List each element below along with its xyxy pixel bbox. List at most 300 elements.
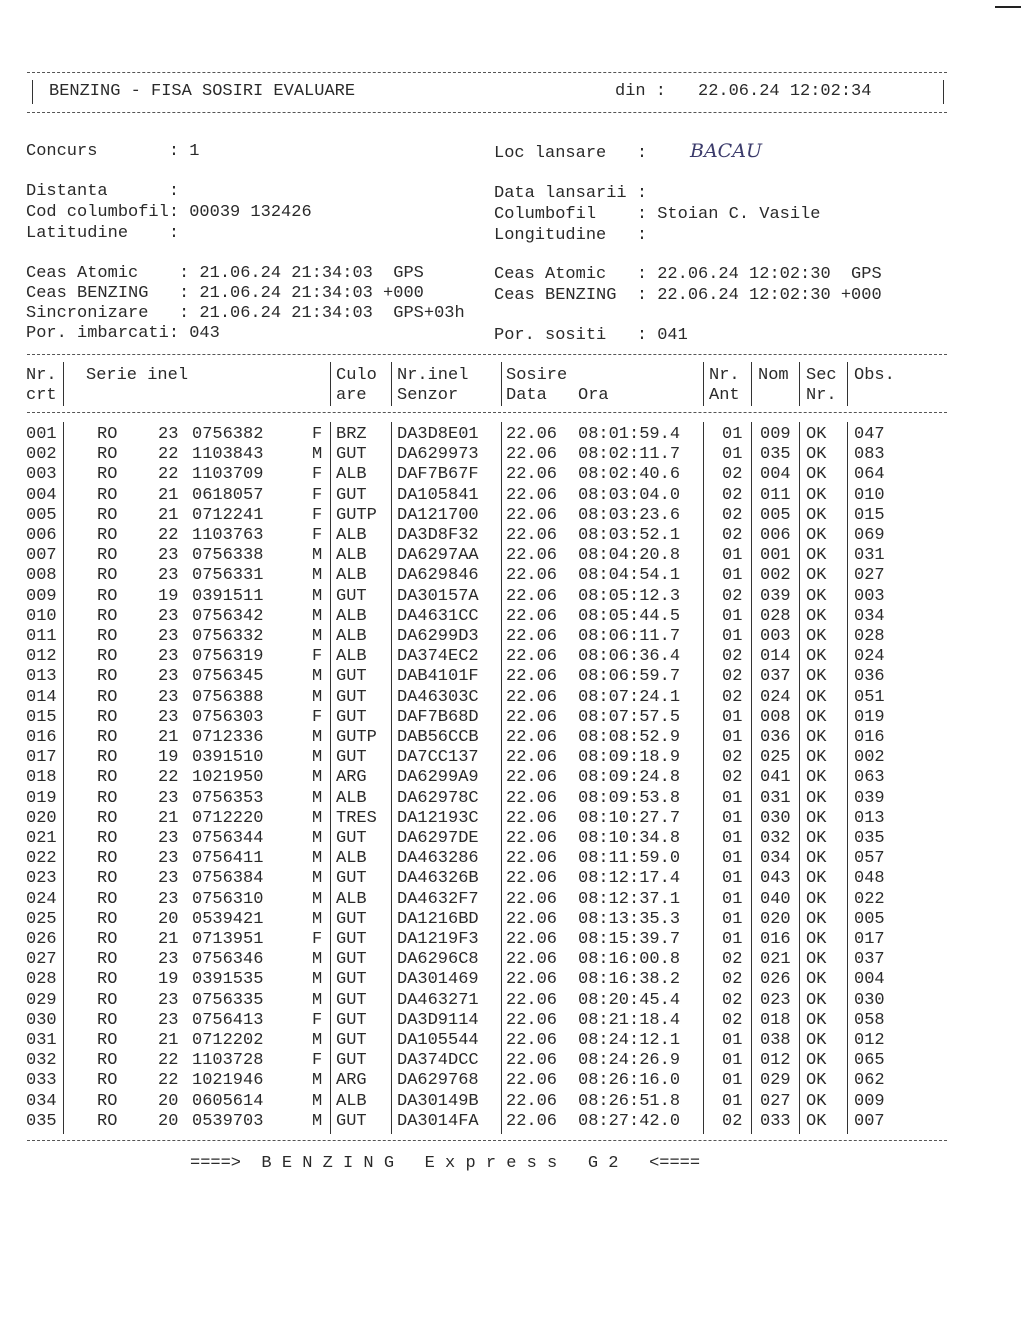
cell-color: GUT	[336, 970, 367, 990]
cell-nr-ant: 01	[722, 1031, 743, 1050]
cell-nr-crt: 024	[26, 889, 57, 909]
cell-country: RO	[97, 1091, 118, 1111]
cell-sec: OK	[806, 768, 827, 788]
cell-ring-number: 0618057	[192, 485, 264, 505]
cell-nom: 031	[760, 788, 791, 808]
cell-sensor: DA4632F7	[397, 889, 479, 909]
cell-date: 22.06	[506, 1010, 558, 1030]
cell-nr-crt: 009	[26, 586, 57, 606]
cell-sex: M	[312, 546, 323, 566]
cell-obs: 007	[854, 1111, 885, 1131]
cell-sensor: DA463286	[397, 849, 479, 869]
report-date-label: din :	[615, 82, 667, 101]
cell-sex: M	[312, 1111, 323, 1131]
cell-year: 19	[158, 748, 179, 768]
cell-date: 22.06	[506, 829, 558, 848]
cell-sensor: DA374EC2	[397, 647, 479, 667]
cell-country: RO	[97, 950, 118, 970]
cell-country: RO	[97, 586, 118, 606]
cell-color: GUT	[336, 869, 367, 889]
table-bottom-border	[27, 1140, 947, 1141]
header-left-border	[32, 80, 33, 104]
cell-country: RO	[97, 1010, 118, 1030]
cell-country: RO	[97, 707, 118, 727]
cell-date: 22.06	[506, 647, 558, 667]
cell-nom: 006	[760, 526, 791, 545]
cell-country: RO	[97, 526, 118, 545]
cell-year: 23	[158, 950, 179, 970]
cell-year: 22	[158, 768, 179, 788]
cell-color: ALB	[336, 546, 367, 566]
cell-nr-crt: 002	[26, 445, 57, 465]
cell-ring-number: 0391535	[192, 970, 264, 990]
table-top-border	[27, 354, 947, 355]
cell-time: 08:05:44.5	[578, 606, 681, 626]
table-row	[0, 566, 1024, 586]
cell-color: TRES	[336, 808, 377, 828]
cell-obs: 027	[854, 566, 885, 586]
cell-country: RO	[97, 728, 118, 747]
cell-nr-ant: 01	[722, 445, 743, 465]
cell-country: RO	[97, 748, 118, 768]
cell-nom: 021	[760, 950, 791, 970]
cell-time: 08:11:59.0	[578, 849, 681, 869]
table-row	[0, 910, 1024, 930]
table-row	[0, 627, 1024, 647]
cell-country: RO	[97, 829, 118, 848]
cell-country: RO	[97, 627, 118, 646]
table-row	[0, 425, 1024, 445]
cell-year: 23	[158, 707, 179, 727]
cell-obs: 016	[854, 728, 885, 747]
cell-obs: 069	[854, 526, 885, 545]
table-row	[0, 991, 1024, 1011]
cell-sex: M	[312, 808, 323, 828]
cell-nom: 034	[760, 849, 791, 869]
cell-color: GUT	[336, 829, 367, 848]
cell-obs: 003	[854, 586, 885, 606]
cell-sensor: DA3D8F32	[397, 526, 479, 545]
table-row	[0, 465, 1024, 485]
cell-obs: 036	[854, 667, 885, 687]
cell-date: 22.06	[506, 465, 558, 485]
cell-nr-crt: 017	[26, 748, 57, 768]
cell-ring-number: 0756413	[192, 1010, 264, 1030]
cell-date: 22.06	[506, 930, 558, 949]
cell-sec: OK	[806, 647, 827, 667]
cell-ring-number: 0756335	[192, 990, 264, 1010]
cell-ring-number: 0539421	[192, 909, 264, 929]
cell-obs: 013	[854, 808, 885, 828]
cell-time: 08:24:12.1	[578, 1031, 681, 1050]
cell-nom: 014	[760, 647, 791, 667]
cell-sensor: DA6299A9	[397, 768, 479, 788]
cell-sex: F	[312, 526, 323, 545]
cell-date: 22.06	[506, 1091, 558, 1111]
cell-nr-ant: 01	[722, 829, 743, 848]
cell-year: 23	[158, 627, 179, 646]
cell-ring-number: 0756384	[192, 869, 264, 889]
cell-ring-number: 0756342	[192, 606, 264, 626]
cell-year: 23	[158, 1010, 179, 1030]
cell-sensor: DA105544	[397, 1031, 479, 1050]
cell-nr-ant: 02	[722, 768, 743, 788]
cell-nr-crt: 021	[26, 829, 57, 848]
cell-sec: OK	[806, 707, 827, 727]
loc-lansare-handwritten: BACAU	[690, 140, 762, 162]
cell-nom: 002	[760, 566, 791, 586]
cell-time: 08:27:42.0	[578, 1111, 681, 1131]
cell-color: ALB	[336, 465, 367, 485]
cell-time: 08:03:23.6	[578, 505, 681, 525]
cell-time: 08:04:54.1	[578, 566, 681, 586]
cell-year: 23	[158, 889, 179, 909]
cell-year: 22	[158, 445, 179, 465]
cell-ring-number: 1103843	[192, 445, 264, 465]
cell-date: 22.06	[506, 909, 558, 929]
cell-nom: 039	[760, 586, 791, 606]
cell-sex: F	[312, 647, 323, 667]
cell-color: ALB	[336, 1091, 367, 1111]
cell-color: ALB	[336, 788, 367, 808]
cell-sensor: DA30149B	[397, 1091, 479, 1111]
cell-nom: 038	[760, 1031, 791, 1050]
report-date-value: 22.06.24 12:02:34	[698, 82, 872, 101]
ceas-atomic-end: Ceas Atomic : 22.06.24 12:02:30 GPS	[494, 265, 882, 284]
cell-sec: OK	[806, 627, 827, 646]
col-obs: Obs.	[854, 366, 895, 385]
cell-sex: M	[312, 970, 323, 990]
cell-nom: 041	[760, 768, 791, 788]
col-culoare-2: are	[336, 386, 367, 405]
cell-nom: 011	[760, 485, 791, 505]
cell-sensor: DA463271	[397, 990, 479, 1010]
cell-nom: 027	[760, 1091, 791, 1111]
cell-date: 22.06	[506, 808, 558, 828]
cell-sex: M	[312, 990, 323, 1010]
cell-year: 23	[158, 849, 179, 869]
cell-obs: 004	[854, 970, 885, 990]
cell-obs: 062	[854, 1071, 885, 1091]
cell-date: 22.06	[506, 788, 558, 808]
cell-color: ALB	[336, 566, 367, 586]
col-nr-inel-1: Nr.inel	[397, 366, 469, 385]
cell-nr-crt: 031	[26, 1031, 57, 1050]
cell-nr-ant: 02	[722, 485, 743, 505]
cell-obs: 017	[854, 930, 885, 949]
cell-sec: OK	[806, 748, 827, 768]
cell-nr-ant: 02	[722, 970, 743, 990]
cell-ring-number: 0756353	[192, 788, 264, 808]
cell-country: RO	[97, 465, 118, 485]
cell-year: 21	[158, 808, 179, 828]
cell-nr-crt: 010	[26, 606, 57, 626]
cell-sex: M	[312, 687, 323, 707]
cell-nom: 028	[760, 606, 791, 626]
cell-nom: 001	[760, 546, 791, 566]
cell-nr-ant: 01	[722, 909, 743, 929]
cell-nr-ant: 01	[722, 788, 743, 808]
footer-banner: ====> B E N Z I N G E x p r e s s G 2 <====	[190, 1154, 701, 1173]
cell-nr-ant: 02	[722, 667, 743, 687]
cell-obs: 037	[854, 950, 885, 970]
cell-nr-ant: 02	[722, 586, 743, 606]
table-row	[0, 1092, 1024, 1112]
cell-obs: 030	[854, 990, 885, 1010]
cell-nr-crt: 023	[26, 869, 57, 889]
cell-nr-ant: 02	[722, 748, 743, 768]
cell-sec: OK	[806, 849, 827, 869]
cell-color: GUT	[336, 990, 367, 1010]
cell-nom: 030	[760, 808, 791, 828]
cell-nom: 016	[760, 930, 791, 949]
cell-time: 08:07:57.5	[578, 707, 681, 727]
cell-nr-crt: 007	[26, 546, 57, 566]
cell-sensor: DA629973	[397, 445, 479, 465]
cell-country: RO	[97, 909, 118, 929]
cell-obs: 058	[854, 1010, 885, 1030]
cell-sensor: DA7CC137	[397, 748, 479, 768]
table-row	[0, 587, 1024, 607]
cell-country: RO	[97, 566, 118, 586]
cell-sex: F	[312, 425, 323, 444]
cell-nom: 037	[760, 667, 791, 687]
cod-columbofil-line: Cod columbofil: 00039 132426	[26, 203, 312, 222]
col-culoare-1: Culo	[336, 366, 377, 385]
cell-nr-ant: 01	[722, 1091, 743, 1111]
cell-time: 08:07:24.1	[578, 687, 681, 707]
table-row	[0, 1051, 1024, 1071]
cell-time: 08:04:20.8	[578, 546, 681, 566]
cell-date: 22.06	[506, 849, 558, 869]
cell-nom: 032	[760, 829, 791, 848]
cell-date: 22.06	[506, 990, 558, 1010]
cell-sensor: DA30157A	[397, 586, 479, 606]
cell-sensor: DA3014FA	[397, 1111, 479, 1131]
cell-sec: OK	[806, 990, 827, 1010]
cell-time: 08:20:45.4	[578, 990, 681, 1010]
cell-nr-ant: 01	[722, 728, 743, 747]
cell-country: RO	[97, 687, 118, 707]
cell-color: GUT	[336, 586, 367, 606]
cell-obs: 002	[854, 748, 885, 768]
cell-nr-crt: 033	[26, 1071, 57, 1091]
cell-nr-ant: 01	[722, 1071, 743, 1091]
cell-nom: 029	[760, 1071, 791, 1091]
cell-time: 08:13:35.3	[578, 909, 681, 929]
table-row	[0, 607, 1024, 627]
cell-year: 21	[158, 930, 179, 949]
cell-ring-number: 0756411	[192, 849, 264, 869]
cell-year: 20	[158, 1111, 179, 1131]
cell-color: GUT	[336, 950, 367, 970]
cell-nom: 020	[760, 909, 791, 929]
cell-country: RO	[97, 425, 118, 444]
cell-nr-crt: 008	[26, 566, 57, 586]
cell-ring-number: 0539703	[192, 1111, 264, 1131]
cell-country: RO	[97, 1051, 118, 1071]
column-separator	[703, 362, 704, 406]
cell-nom: 023	[760, 990, 791, 1010]
cell-sensor: DAB4101F	[397, 667, 479, 687]
cell-sex: F	[312, 1051, 323, 1071]
cell-sex: M	[312, 1031, 323, 1050]
cell-sec: OK	[806, 829, 827, 848]
cell-ring-number: 0756303	[192, 707, 264, 727]
cell-country: RO	[97, 445, 118, 465]
cell-time: 08:12:37.1	[578, 889, 681, 909]
cell-date: 22.06	[506, 748, 558, 768]
cell-nr-ant: 02	[722, 687, 743, 707]
cell-sex: M	[312, 748, 323, 768]
cell-obs: 034	[854, 606, 885, 626]
cell-sensor: DA46303C	[397, 687, 479, 707]
cell-sensor: DA121700	[397, 505, 479, 525]
column-separator	[391, 362, 392, 406]
table-row	[0, 688, 1024, 708]
cell-sex: F	[312, 707, 323, 727]
cell-ring-number: 0391510	[192, 748, 264, 768]
scan-corner-mark	[995, 6, 1021, 8]
cell-sec: OK	[806, 1010, 827, 1030]
cell-nr-ant: 01	[722, 546, 743, 566]
cell-year: 21	[158, 1031, 179, 1050]
cell-nom: 040	[760, 889, 791, 909]
table-row	[0, 809, 1024, 829]
table-row	[0, 930, 1024, 950]
table-row	[0, 506, 1024, 526]
cell-date: 22.06	[506, 1071, 558, 1091]
cell-sec: OK	[806, 728, 827, 747]
header-right-border	[943, 80, 944, 104]
table-row	[0, 849, 1024, 869]
cell-sex: M	[312, 586, 323, 606]
table-row	[0, 829, 1024, 849]
cell-sec: OK	[806, 869, 827, 889]
cell-obs: 012	[854, 1031, 885, 1050]
cell-nr-ant: 02	[722, 465, 743, 485]
cell-ring-number: 1021946	[192, 1071, 264, 1091]
cell-nr-crt: 006	[26, 526, 57, 545]
table-row	[0, 708, 1024, 728]
cell-sec: OK	[806, 445, 827, 465]
cell-time: 08:26:16.0	[578, 1071, 681, 1091]
cell-nom: 018	[760, 1010, 791, 1030]
cell-color: ALB	[336, 627, 367, 646]
column-separator	[63, 362, 64, 406]
ceas-benzing-start: Ceas BENZING : 21.06.24 21:34:03 +000	[26, 284, 424, 303]
cell-nr-ant: 01	[722, 606, 743, 626]
cell-nom: 005	[760, 505, 791, 525]
cell-sex: M	[312, 849, 323, 869]
column-separator	[751, 362, 752, 406]
cell-sec: OK	[806, 526, 827, 545]
cell-sex: M	[312, 950, 323, 970]
table-row	[0, 486, 1024, 506]
cell-color: GUT	[336, 748, 367, 768]
cell-sex: M	[312, 889, 323, 909]
col-sec-1: Sec	[806, 366, 837, 385]
cell-color: ALB	[336, 526, 367, 545]
cell-nr-crt: 013	[26, 667, 57, 687]
cell-nr-crt: 012	[26, 647, 57, 667]
table-row	[0, 869, 1024, 889]
cell-color: ARG	[336, 1071, 367, 1091]
cell-country: RO	[97, 1111, 118, 1131]
cell-color: ALB	[336, 849, 367, 869]
cell-nr-ant: 02	[722, 1010, 743, 1030]
cell-sec: OK	[806, 788, 827, 808]
cell-color: GUT	[336, 1111, 367, 1131]
cell-sex: M	[312, 768, 323, 788]
cell-time: 08:03:04.0	[578, 485, 681, 505]
cell-nr-crt: 015	[26, 707, 57, 727]
col-nr-inel-2: Senzor	[397, 386, 459, 405]
cell-date: 22.06	[506, 627, 558, 646]
cell-year: 23	[158, 647, 179, 667]
cell-obs: 022	[854, 889, 885, 909]
cell-nr-ant: 01	[722, 889, 743, 909]
table-row	[0, 1112, 1024, 1132]
table-row	[0, 890, 1024, 910]
cell-ring-number: 1103728	[192, 1051, 264, 1071]
cell-nr-crt: 032	[26, 1051, 57, 1071]
cell-sensor: DAF7B68D	[397, 707, 479, 727]
cell-ring-number: 0756332	[192, 627, 264, 646]
cell-nr-crt: 003	[26, 465, 57, 485]
cell-nr-ant: 01	[722, 1051, 743, 1071]
cell-nom: 043	[760, 869, 791, 889]
cell-date: 22.06	[506, 768, 558, 788]
cell-nr-crt: 022	[26, 849, 57, 869]
col-sosire: Sosire	[506, 366, 568, 385]
col-nr-crt-2: crt	[26, 386, 57, 405]
cell-color: GUT	[336, 909, 367, 929]
table-header-border	[27, 412, 947, 413]
cell-nr-ant: 01	[722, 808, 743, 828]
cell-obs: 028	[854, 627, 885, 646]
cell-year: 23	[158, 869, 179, 889]
cell-nr-ant: 02	[722, 647, 743, 667]
cell-sex: F	[312, 485, 323, 505]
cell-sex: M	[312, 1091, 323, 1111]
header-bottom-border	[27, 112, 947, 113]
table-row	[0, 647, 1024, 667]
cell-color: GUT	[336, 1010, 367, 1030]
cell-obs: 057	[854, 849, 885, 869]
cell-sensor: DA629768	[397, 1071, 479, 1091]
cell-country: RO	[97, 647, 118, 667]
cell-sec: OK	[806, 1051, 827, 1071]
cell-ring-number: 1103763	[192, 526, 264, 545]
table-row	[0, 950, 1024, 970]
ceas-atomic-start: Ceas Atomic : 21.06.24 21:34:03 GPS	[26, 264, 424, 283]
cell-time: 08:09:18.9	[578, 748, 681, 768]
loc-lansare-label: Loc lansare :	[494, 144, 648, 163]
cell-time: 08:08:52.9	[578, 728, 681, 747]
cell-obs: 005	[854, 909, 885, 929]
cell-nr-ant: 02	[722, 505, 743, 525]
cell-year: 22	[158, 526, 179, 545]
cell-color: ARG	[336, 768, 367, 788]
table-row	[0, 526, 1024, 546]
cell-sensor: DAB56CCB	[397, 728, 479, 747]
cell-sec: OK	[806, 1091, 827, 1111]
cell-obs: 083	[854, 445, 885, 465]
cell-color: GUT	[336, 930, 367, 949]
cell-ring-number: 0712336	[192, 728, 264, 747]
cell-nom: 036	[760, 728, 791, 747]
